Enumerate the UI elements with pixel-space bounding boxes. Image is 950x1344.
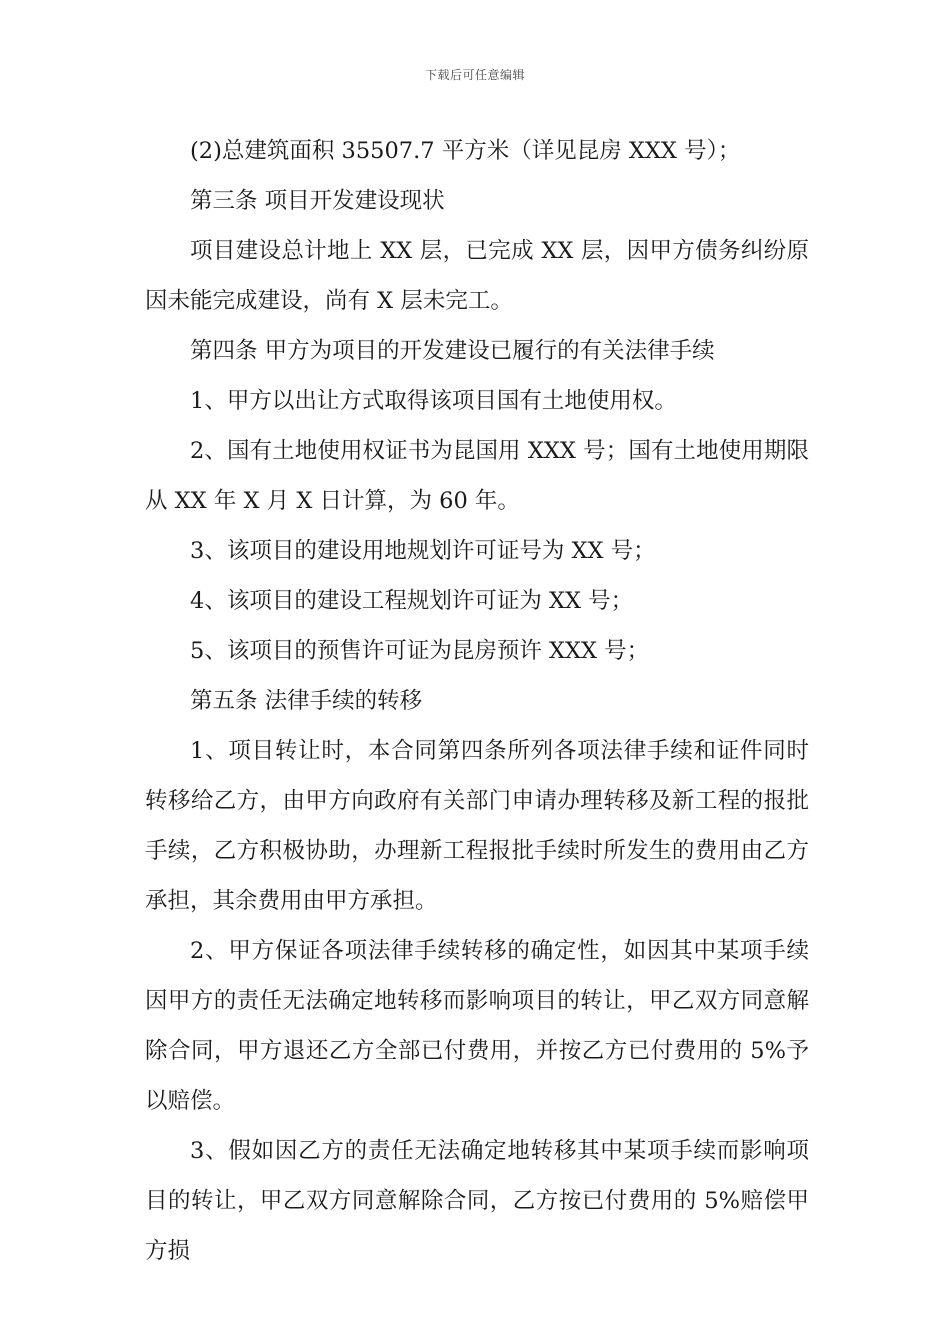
article-4-item-5: 5、该项目的预售许可证为昆房预许 XXX 号； [190,638,650,664]
paragraph-construction-status: 项目建设总计地上 XX 层，已完成 XX 层，因甲方债务纠纷原因未能完成建设，尚有 X 层未完工。 [145,238,809,314]
article-4-item-3: 3、该项目的建设用地规划许可证号为 XX 号； [190,538,656,564]
article-4-item-1: 1、甲方以出让方式取得该项目国有土地使用权。 [190,388,677,414]
page-header: 下载后可任意编辑 [424,68,525,82]
document-body [145,126,809,1276]
article-5-item-2: 2、甲方保证各项法律手续转移的确定性，如因其中某项手续因甲方的责任无法确定地转移而影响项目的转让，甲乙双方同意解除合同，甲方退还乙方全部已付费用，并按乙方已付费用的 5%予以赔偿。 [145,938,809,1114]
article-5-item-1: 1、项目转让时，本合同第四条所列各项法律手续和证件同时转移给乙方，由甲方向政府有关部门申请办理转移及新工程的报批手续，乙方积极协助，办理新工程报批手续时所发生的费用由乙方承担，其余费用由甲方承担。 [145,738,809,914]
article-5-heading: 第五条 法律手续的转移 [190,688,423,714]
article-4-heading: 第四条 甲方为项目的开发建设已履行的有关法律手续 [190,338,715,364]
paragraph-total-area: (2)总建筑面积 35507.7 平方米（详见昆房 XXX 号）； [190,138,741,164]
article-5-item-3: 3、假如因乙方的责任无法确定地转移其中某项手续而影响项目的转让，甲乙双方同意解除合同，乙方按已付费用的 5%赔偿甲方损 [145,1138,809,1264]
article-4-item-2: 2、国有土地使用权证书为昆国用 XXX 号；国有土地使用期限从 XX 年 X 月 X 日计算，为 60 年。 [145,438,809,514]
article-4-item-4: 4、该项目的建设工程规划许可证为 XX 号； [190,588,634,614]
article-3-heading: 第三条 项目开发建设现状 [190,188,445,214]
